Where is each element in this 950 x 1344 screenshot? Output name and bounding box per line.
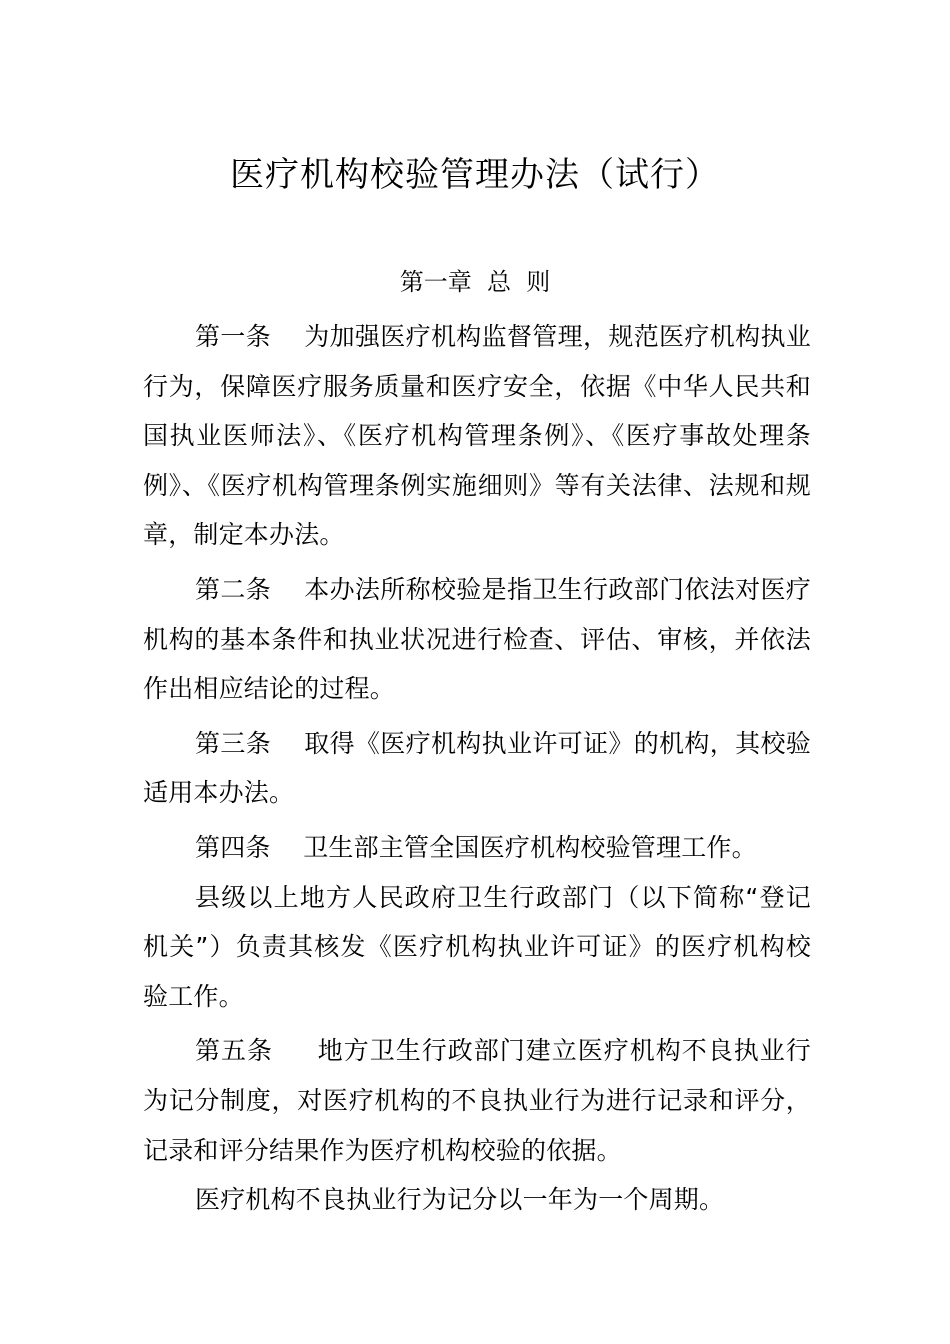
continuation-paragraph bbox=[143, 1175, 811, 1225]
article-paragraph bbox=[143, 719, 811, 818]
chapter-name: 总 则 bbox=[487, 268, 551, 296]
article-number: 第四条 bbox=[195, 832, 271, 862]
article-text: 为加强医疗机构监督管理，规范医疗机构执业行为，保障医疗服务质量和医疗安全，依据《中华人民共和国执业医师法》、《医疗机构管理条例》、《医疗事故处理条例》、《医疗机构管理条例实施细则》等有关法律、法规和规章，制定本办法。 bbox=[143, 322, 811, 550]
paragraph-text: 医疗机构不良执业行为记分以一年为一个周期。 bbox=[195, 1185, 725, 1215]
article-number: 第三条 bbox=[195, 728, 272, 758]
article-text: 本办法所称校验是指卫生行政部门依法对医疗机构的基本条件和执业状况进行检查、评估、审核，并依法作出相应结论的过程。 bbox=[143, 574, 811, 704]
article-text: 地方卫生行政部门建立医疗机构不良执业行为记分制度，对医疗机构的不良执业行为进行记录和评分，记录和评分结果作为医疗机构校验的依据。 bbox=[143, 1036, 811, 1165]
article-text: 卫生部主管全国医疗机构校验管理工作。 bbox=[303, 832, 757, 862]
article-paragraph bbox=[143, 312, 811, 560]
article-paragraph bbox=[143, 823, 811, 873]
article-paragraph bbox=[143, 1026, 811, 1175]
chapter-label: 第一章 bbox=[399, 268, 472, 296]
document-body bbox=[143, 312, 811, 1225]
article-number: 第五条 bbox=[195, 1036, 274, 1066]
article-text: 取得《医疗机构执业许可证》的机构，其校验适用本办法。 bbox=[143, 728, 811, 808]
chapter-heading bbox=[0, 262, 950, 302]
article-number: 第一条 bbox=[195, 322, 272, 351]
continuation-paragraph bbox=[143, 873, 811, 1022]
paragraph-text: 县级以上地方人民政府卫生行政部门（以下简称“登记机关”）负责其核发《医疗机构执业许可证》的医疗机构校验工作。 bbox=[143, 882, 811, 1011]
article-paragraph bbox=[143, 565, 811, 714]
document-title: 医疗机构校验管理办法（试行） bbox=[230, 155, 720, 195]
article-number: 第二条 bbox=[195, 574, 272, 604]
